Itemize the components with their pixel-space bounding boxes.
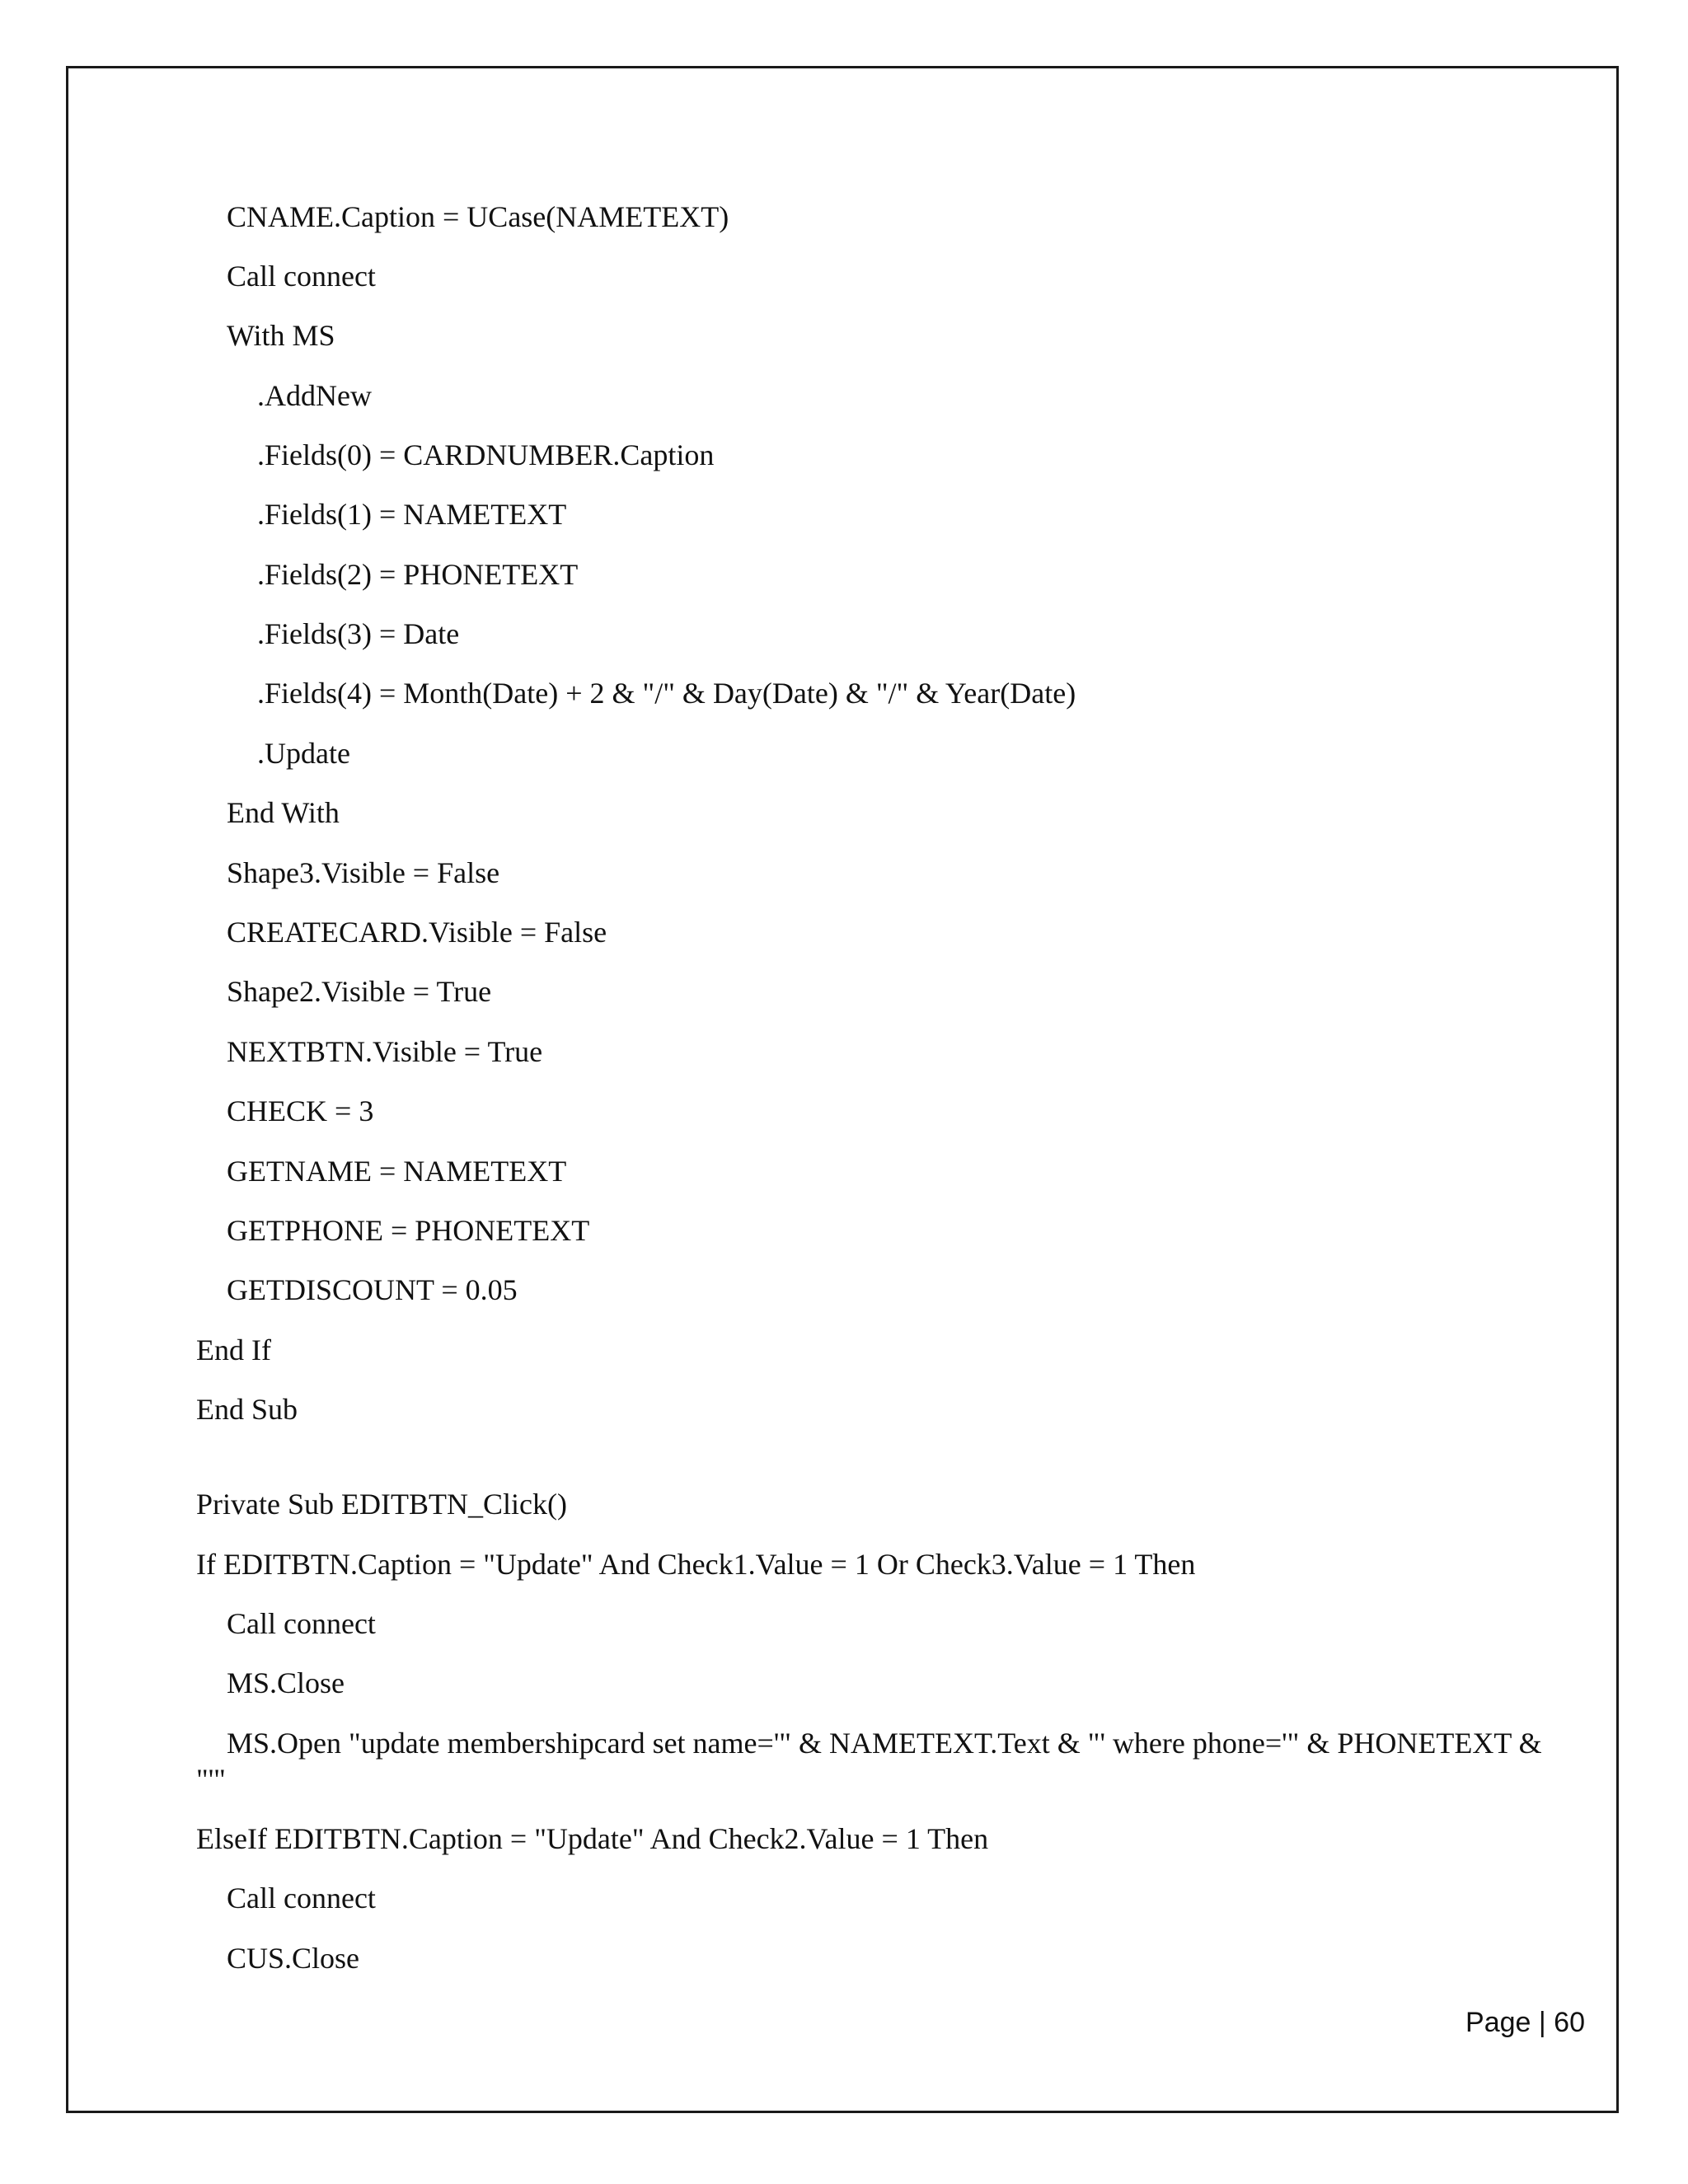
code-line: GETNAME = NAMETEXT	[227, 1155, 567, 1188]
code-line: CUS.Close	[227, 1942, 360, 1975]
code-line: Shape3.Visible = False	[227, 856, 500, 889]
code-line: Call connect	[227, 1882, 376, 1915]
code-line: .Fields(0) = CARDNUMBER.Caption	[257, 438, 715, 471]
code-line: GETPHONE = PHONETEXT	[227, 1214, 590, 1247]
code-line: "'"	[196, 1763, 226, 1796]
code-line: CNAME.Caption = UCase(NAMETEXT)	[227, 200, 729, 233]
code-line: Private Sub EDITBTN_Click()	[196, 1488, 567, 1521]
code-line: MS.Open "update membershipcard set name='" & NAMETEXT.Text & "' where phone='" & PHONETEXT &	[227, 1727, 1542, 1760]
code-line: If EDITBTN.Caption = "Update" And Check1.Value = 1 Or Check3.Value = 1 Then	[196, 1548, 1196, 1581]
code-line: GETDISCOUNT = 0.05	[227, 1273, 518, 1306]
code-line: .AddNew	[257, 379, 372, 412]
code-line: CHECK = 3	[227, 1094, 374, 1127]
code-line: NEXTBTN.Visible = True	[227, 1035, 543, 1068]
code-line: .Fields(1) = NAMETEXT	[257, 498, 567, 531]
page-number: Page | 60	[1465, 2007, 1585, 2038]
code-line: End If	[196, 1333, 271, 1366]
code-line: .Update	[257, 737, 350, 770]
code-line: Call connect	[227, 260, 376, 293]
code-line: End With	[227, 796, 340, 829]
code-line: .Fields(4) = Month(Date) + 2 & "/" & Day(Date) & "/" & Year(Date)	[257, 677, 1076, 710]
code-line: MS.Close	[227, 1666, 345, 1699]
code-line: CREATECARD.Visible = False	[227, 916, 607, 949]
code-line: ElseIf EDITBTN.Caption = "Update" And Check2.Value = 1 Then	[196, 1822, 989, 1855]
code-line: Shape2.Visible = True	[227, 975, 492, 1008]
page-border	[66, 66, 1619, 2113]
code-line: .Fields(2) = PHONETEXT	[257, 558, 579, 591]
code-line: .Fields(3) = Date	[257, 617, 460, 650]
code-line: With MS	[227, 319, 335, 352]
code-line: Call connect	[227, 1607, 376, 1640]
code-line: End Sub	[196, 1393, 298, 1426]
